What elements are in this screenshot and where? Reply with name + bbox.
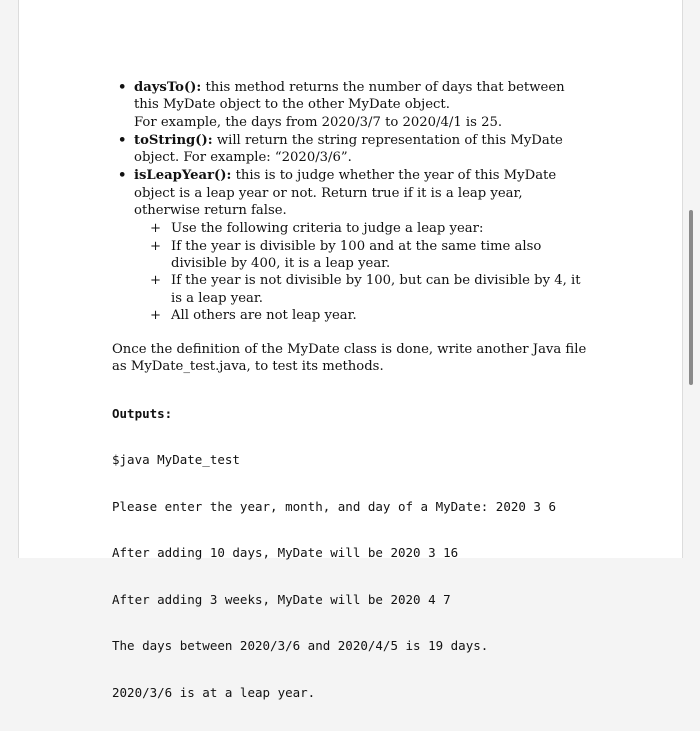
leap-year-criteria-list [112, 220, 612, 324]
vertical-scrollbar[interactable] [689, 210, 693, 385]
plus-icon: + [150, 221, 162, 237]
plus-icon: + [150, 307, 162, 323]
criteria-item: + If the year is not divisible by 100, but can be divisible by 4, it is a leap year. [150, 273, 581, 306]
method-description: this is to judge whether the year of this MyDate [231, 168, 557, 184]
description-line: object is a leap year or not. Return true if it is a leap year, [134, 185, 523, 201]
console-line: $java MyDate_test [112, 452, 240, 468]
console-line: Please enter the year, month, and day of a MyDate: 2020 3 6 [112, 498, 557, 514]
method-name: isLeapYear(): [134, 168, 232, 184]
console-line: After adding 10 days, MyDate will be 2020 3 16 [112, 545, 459, 561]
criteria-item: + All others are not leap year. [150, 307, 357, 323]
console-line: The days between 2020/3/6 and 2020/4/5 is 19 days. [112, 638, 489, 654]
criteria-item: + Use the following criteria to judge a leap year: [150, 221, 484, 237]
outputs-section [112, 406, 612, 731]
outputs-title: Outputs: [112, 405, 173, 421]
console-output [112, 421, 612, 731]
method-name: daysTo(): [134, 80, 202, 95]
console-line: After adding 3 weeks, MyDate will be 2020 4 7 [112, 591, 451, 607]
description-line: otherwise return false. [134, 203, 287, 219]
method-description: this method returns the number of days that between [201, 80, 565, 95]
list-item-tostring [112, 132, 612, 167]
plus-icon: + [150, 238, 162, 254]
instruction-paragraph: Once the definition of the MyDate class is done, write another Java file as MyDate_test.java, to test its methods. [112, 342, 587, 375]
criteria-item: + If the year is divisible by 100 and at the same time also divisible by 400, it is a leap year. [150, 238, 542, 271]
console-line: 2020/3/6 is at a leap year. [112, 684, 316, 700]
description-line: object. For example: “2020/3/6”. [134, 150, 352, 166]
plus-icon: + [150, 273, 162, 289]
bullet-icon: • [118, 80, 127, 95]
list-item-daysto [112, 79, 612, 131]
document-content [112, 79, 612, 731]
bullet-icon: • [118, 132, 127, 148]
method-description: will return the string representation of this MyDate [212, 132, 563, 148]
list-item-isleapyear [112, 167, 612, 219]
bullet-icon: • [118, 168, 127, 184]
method-list [112, 79, 612, 219]
description-line: For example, the days from 2020/3/7 to 2020/4/1 is 25. [134, 114, 503, 130]
description-line: this MyDate object to the other MyDate object. [134, 97, 450, 113]
method-name: toString(): [134, 132, 213, 148]
